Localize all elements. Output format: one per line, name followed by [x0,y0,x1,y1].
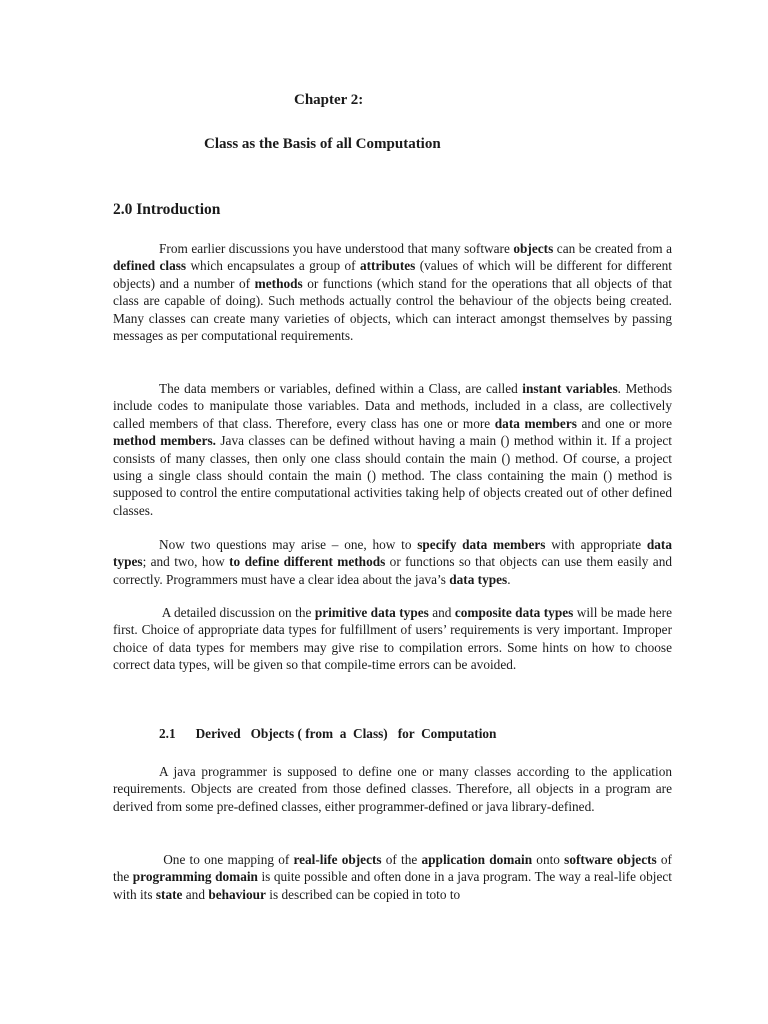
text-run: Now two questions may arise – one, how to [159,537,418,552]
text-run: can be created from a [553,241,672,256]
text-run: Java classes can be defined without having a main () method within it. If a project consists of many classes, then only one class should contain the main () method. Of course, a project using a single class should contain the main () method. The class containing the main () method is supposed to control the entire computational activities taking help of objects created out of other defined classes. [113,433,673,518]
text-run: or functions (which stand for the operations that all objects of that class are capable of doing). Such methods actually control the behaviour of the objects being created. Many classes can create many varieties of objects, which can interact amongst themselves by passing messages as per computational requirements. [113,275,672,344]
paragraph-2 [113,380,672,519]
paragraph-1 [113,240,672,344]
chapter-label: Chapter 2: [294,92,364,108]
bold-term: real-life objects [293,852,382,867]
text-run: ; and two, how [142,554,230,570]
paragraph-5 [113,763,672,815]
bold-term: methods [254,275,303,291]
text-run: is described can be copied in toto to [265,886,461,902]
bold-term: data members [494,415,577,431]
bold-term: to define different methods [229,554,386,570]
bold-term: programming domain [132,869,258,885]
text-run: The data members or variables, defined within a Class, are called [159,381,523,396]
bold-term: data types [449,571,508,587]
bold-term: behaviour [208,886,266,902]
text-run: A java programmer is supposed to define one or many classes according to the application requirements. Objects are created from those defined classes. Therefore, all objects in a program are derived from some pre-defined classes, either programmer-defined or java library-defined. [113,764,672,814]
bold-term: instant variables [522,381,618,396]
text-run: and [182,886,209,902]
paragraph-3 [113,536,672,588]
text-run: onto [532,852,565,867]
paragraph-6 [113,851,672,903]
bold-term: application domain [421,852,533,867]
text-run: which encapsulates a group of [186,258,360,274]
text-run: and [428,605,455,620]
text-run: A detailed discussion on the [159,605,315,620]
text-run: and one or more [576,415,673,431]
text-run: . [507,571,511,587]
text-run: . Methods include codes to manipulate those variables. Data and methods, included in a class, are collectively called members of that class. Therefore, every class has one or more [113,381,672,431]
bold-term: state [155,886,183,902]
text-run: From earlier discussions you have understood that many software [159,241,514,256]
text-run: is quite possible and often done in a java program. The way a real-life object with its [113,869,672,902]
bold-term: composite data types [454,605,574,620]
text-run: with appropriate [545,537,647,552]
paragraph-4 [113,604,672,674]
text-run: will be made here first. Choice of appropriate data types for fulfillment of users’ requirements is very important. Improper choice of data types for members may give rise to compilation errors. Some hints on how to choose correct data types, will be given so that compile-time errors can be avoided. [113,605,672,673]
bold-term: data types [113,537,673,570]
text-run: One to one mapping of [159,852,294,867]
text-run: (values of which will be different for different objects) and a number of [113,258,673,291]
bold-term: method members. [113,433,216,449]
text-run: of the [113,852,672,885]
bold-term: objects [513,241,554,256]
bold-term: software objects [564,852,657,867]
bold-term: primitive data types [314,605,429,620]
section-heading-introduction: 2.0 Introduction [113,201,221,218]
subsection-heading-derived-objects: 2.1 Derived Objects ( from a Class) for Computation [159,726,497,741]
text-run: of the [381,852,422,867]
bold-term: specify data members [417,537,546,552]
chapter-title: Class as the Basis of all Computation [204,136,441,152]
text-run: or functions so that objects can use them easily and correctly. Programmers must have a clear idea about the java’s [113,554,672,587]
bold-term: attributes [359,258,416,274]
bold-term: defined class [113,258,187,274]
